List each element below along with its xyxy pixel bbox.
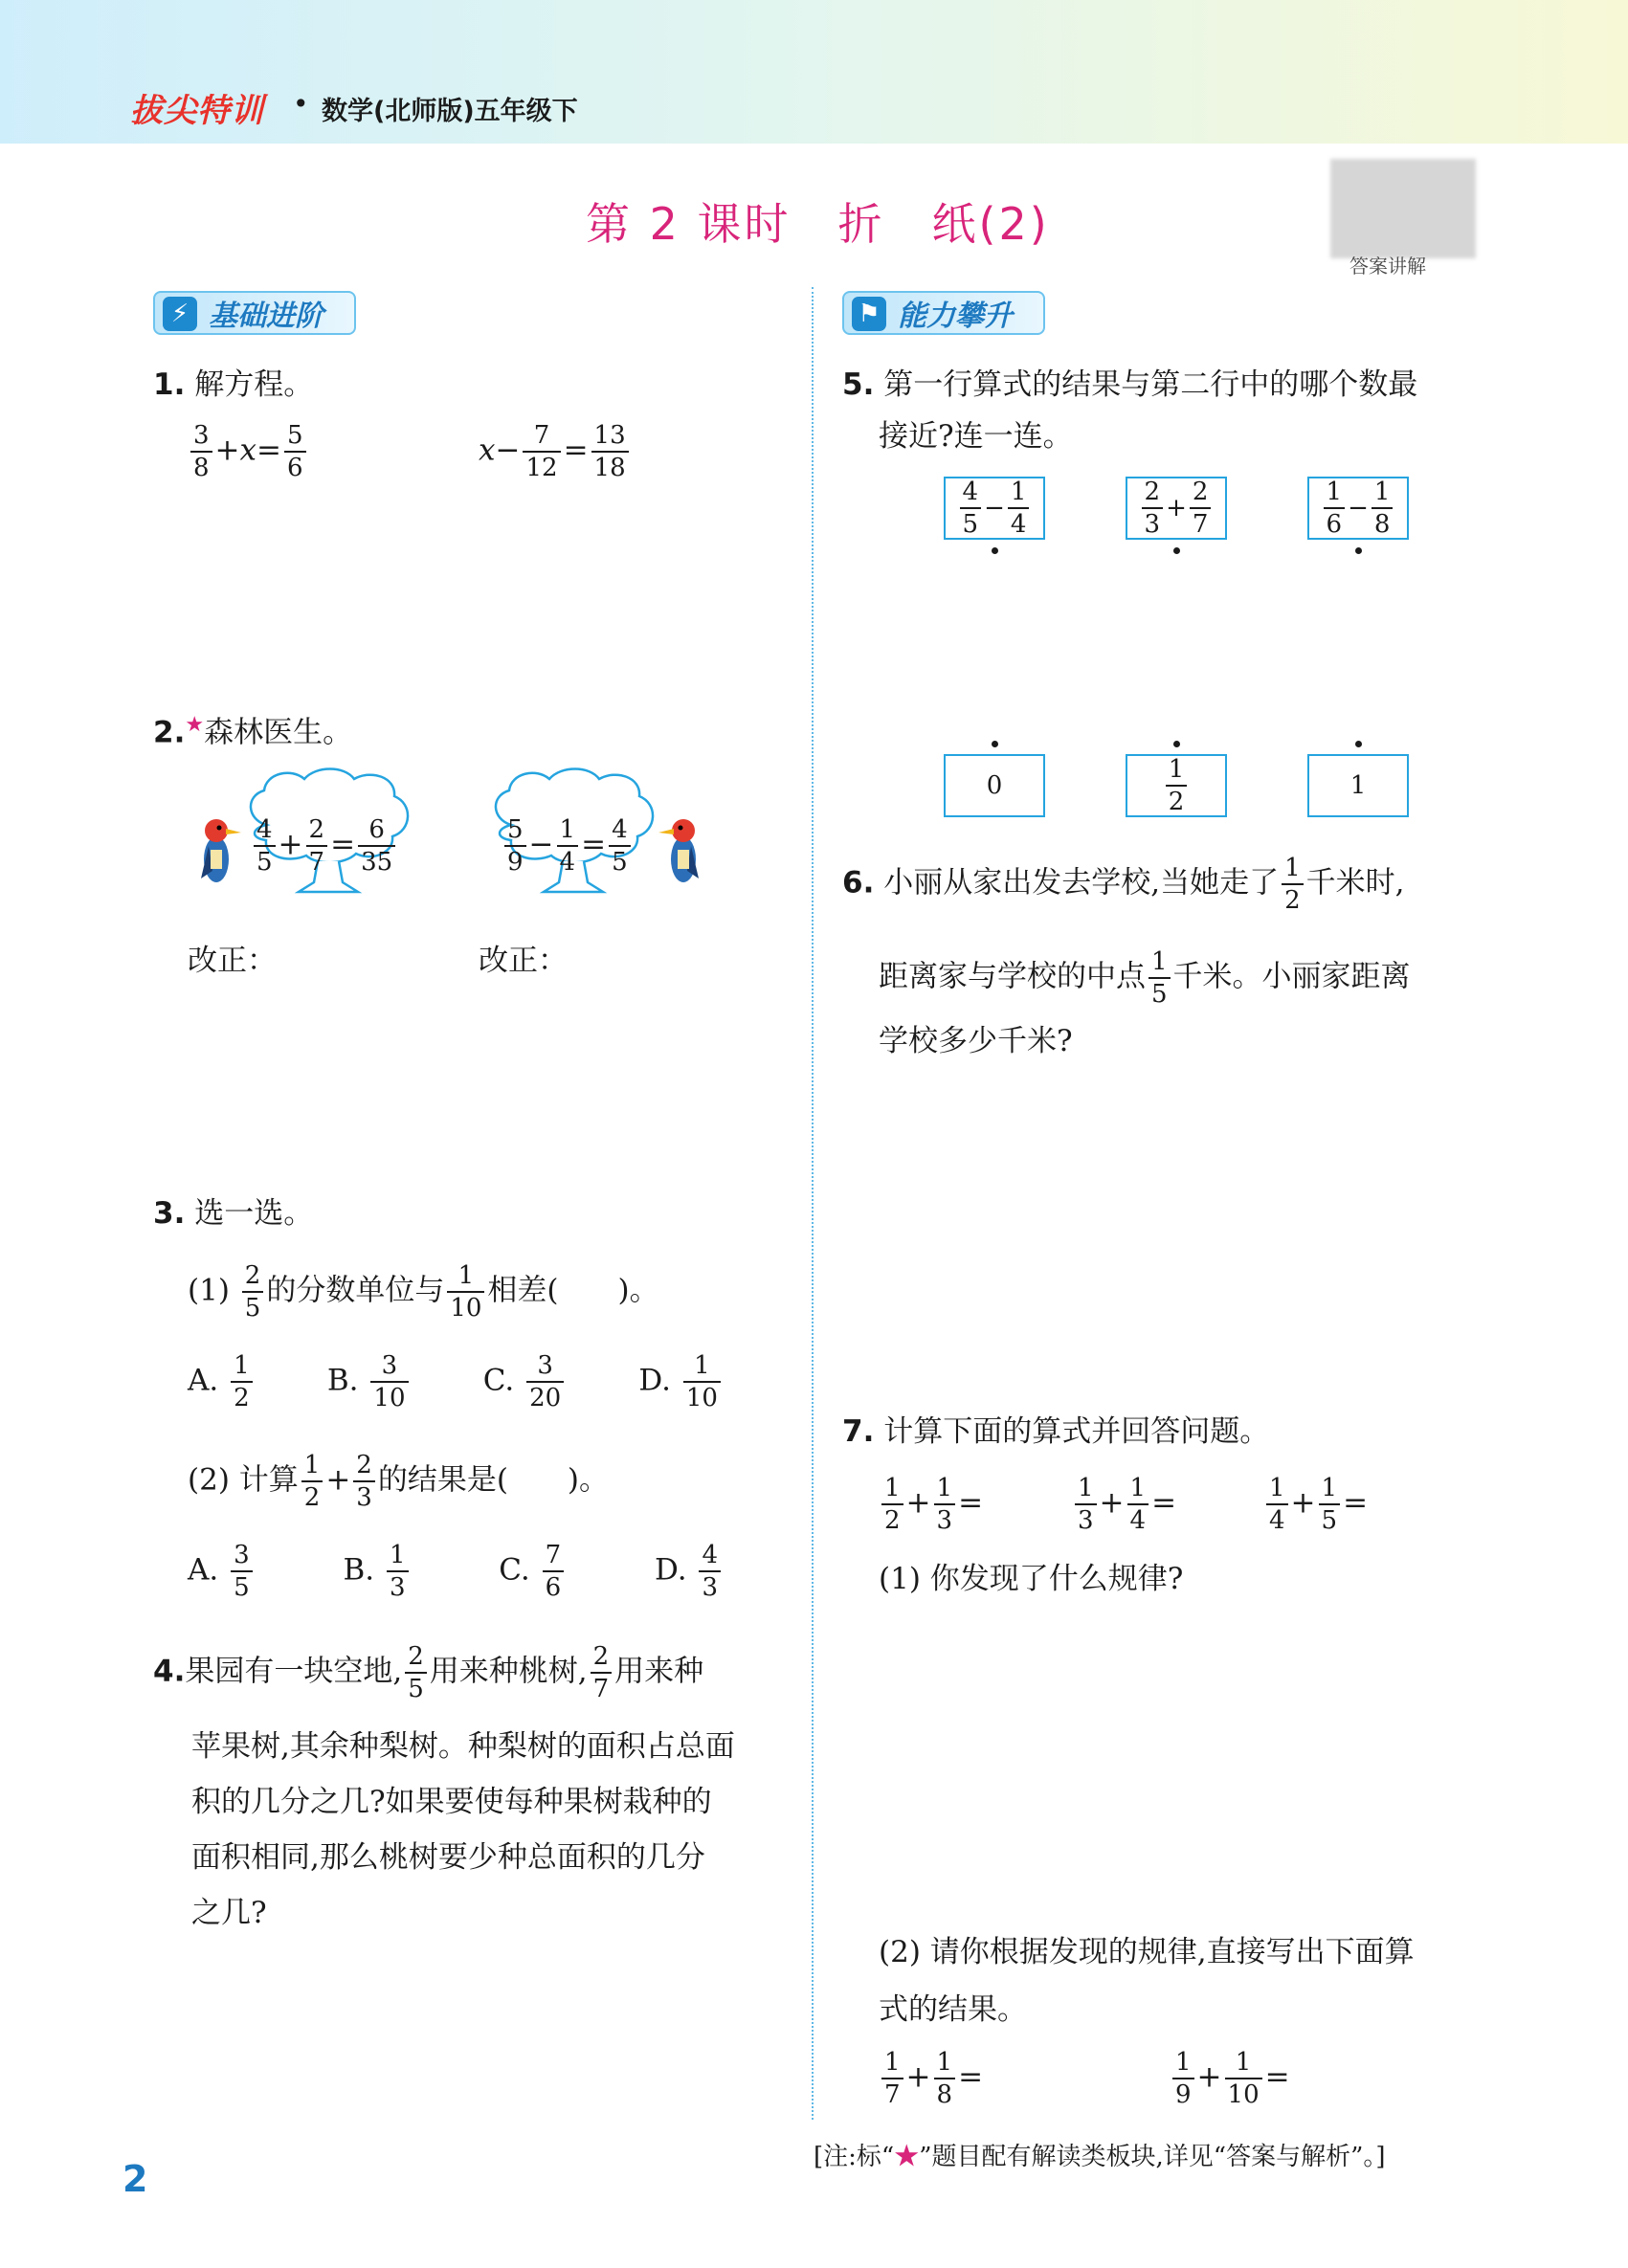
equation-1: $\frac{3}{8}$ +x= $\frac{5}{6}$ (188, 421, 309, 482)
page-number: 2 (123, 2158, 148, 2200)
option-a[interactable]: A. $\frac{3}{5}$ (188, 1541, 256, 1602)
fraction: $\frac{7}{12}$ (523, 421, 560, 482)
connect-dot[interactable] (1355, 547, 1362, 554)
question-6: 6. 小丽从家出发去学校,当她走了 $\frac{1}{2}$ 千米时, (842, 854, 1405, 915)
footnote: [注:标“★”题目配有解读类板块,详见“答案与解析”。] (814, 2143, 1386, 2171)
qr-label: 答案讲解 (1349, 255, 1426, 278)
question-3-options-2 (188, 1541, 724, 1602)
climber-icon: ⚑ (852, 297, 886, 331)
section-advanced-label: 能力攀升 (898, 300, 1013, 333)
connect-dot[interactable] (1355, 741, 1362, 747)
option-c[interactable]: C. $\frac{3}{20}$ (483, 1351, 567, 1412)
fix-label-2: 改正： (479, 944, 568, 978)
question-3-part-1: (1) $\frac{2}{5}$ 的分数单位与 $\frac{1}{10}$ 相差( )。 (188, 1261, 659, 1323)
question-3-part-2: (2) 计算 $\frac{1}{2}$ + $\frac{2}{3}$ 的结果是( )。 (188, 1451, 610, 1512)
question-3-options-1 (188, 1351, 724, 1412)
equation-2: x− $\frac{7}{12}$ = $\frac{13}{18}$ (479, 421, 632, 482)
question-1 (153, 364, 313, 406)
question-2 (153, 704, 352, 753)
header-separator: • (293, 88, 309, 120)
question-number: 1. (153, 367, 186, 402)
sum-expression: $\frac{1}{9}$ + $\frac{1}{10}$ = (1170, 2048, 1290, 2109)
question-7-part-2: (2) 请你根据发现的规律,直接写出下面算 (879, 1935, 1415, 1969)
question-number: 5. (842, 367, 875, 402)
lesson-title: 第 2 课时 折 纸(2) (586, 198, 1050, 250)
connect-dot[interactable] (1173, 741, 1180, 747)
question-text: 解方程。 (194, 367, 314, 402)
expression-box[interactable]: $\frac{4}{5}$ − $\frac{1}{4}$ (944, 477, 1045, 540)
question-7: 7. 计算下面的算式并回答问题。 (842, 1414, 1270, 1449)
qr-code[interactable] (1330, 159, 1476, 258)
question-text: 选一选。 (194, 1196, 314, 1231)
question-number: 2. (153, 715, 186, 750)
answer-box-half[interactable]: $\frac{1}{2}$ (1126, 754, 1227, 817)
question-4-body: 苹果树,其余种梨树。种梨树的面积占总面 积的几分之几?如果要使每种果树栽种的 面积相同,那么桃树要少种总面积的几分 之几? (191, 1729, 735, 1930)
section-basic-label: 基础进阶 (209, 300, 323, 333)
question-number: 7. (842, 1414, 875, 1449)
question-4: 4.果园有一块空地, $\frac{2}{5}$ 用来种桃树, $\frac{2}{7}$ 用来种 (153, 1642, 704, 1703)
tree-equation-1: $\frac{4}{5}$ + $\frac{2}{7}$ = $\frac{6}{35}$ (251, 815, 398, 877)
answer-box-0[interactable]: 0 (944, 754, 1045, 817)
tree-equation-2: $\frac{5}{9}$ − $\frac{1}{4}$ = $\frac{4}{5}$ (502, 815, 634, 877)
question-6-line-2: 距离家与学校的中点 $\frac{1}{5}$ 千米。小丽家距离 (879, 947, 1411, 1009)
answer-box-1[interactable]: 1 (1307, 754, 1409, 817)
fraction: $\frac{5}{6}$ (284, 421, 306, 482)
woodpecker-icon (188, 812, 243, 890)
expression-box[interactable]: $\frac{2}{3}$ + $\frac{2}{7}$ (1126, 477, 1227, 540)
star-icon: ★ (894, 2143, 920, 2171)
question-number: 3. (153, 1196, 186, 1231)
question-7-part-2-line-2: 式的结果。 (879, 1992, 1027, 2027)
option-a[interactable]: A. $\frac{1}{2}$ (188, 1351, 256, 1412)
question-number: 4. (153, 1654, 186, 1689)
fix-label-1: 改正： (188, 944, 277, 978)
option-d[interactable]: D. $\frac{1}{10}$ (638, 1351, 724, 1412)
subject-label: 数学(北师版)五年级下 (322, 97, 578, 126)
connect-dot[interactable] (1173, 547, 1180, 554)
woodpecker-icon (657, 812, 712, 890)
question-7-part-1: (1) 你发现了什么规律? (879, 1562, 1184, 1596)
option-b[interactable]: B. $\frac{3}{10}$ (327, 1351, 412, 1412)
connect-dot[interactable] (992, 547, 998, 554)
question-text: 森林医生。 (204, 715, 353, 750)
section-basic (153, 291, 356, 335)
sum-expression: $\frac{1}{3}$ + $\frac{1}{4}$ = (1072, 1474, 1176, 1535)
star-icon: ★ (185, 713, 205, 737)
sum-expression: $\frac{1}{2}$ + $\frac{1}{3}$ = (879, 1474, 983, 1535)
expression-box[interactable]: $\frac{1}{6}$ − $\frac{1}{8}$ (1307, 477, 1409, 540)
connect-dot[interactable] (992, 741, 998, 747)
option-c[interactable]: C. $\frac{7}{6}$ (499, 1541, 567, 1602)
option-d[interactable]: D. $\frac{4}{3}$ (655, 1541, 724, 1602)
question-5-line-2: 接近?连一连。 (879, 419, 1073, 454)
sum-expression: $\frac{1}{7}$ + $\frac{1}{8}$ = (879, 2048, 983, 2109)
section-advanced (842, 291, 1045, 335)
question-3 (153, 1192, 313, 1234)
question-5: 5. 第一行算式的结果与第二行中的哪个数最 (842, 367, 1418, 402)
question-6-line-3: 学校多少千米? (879, 1024, 1073, 1058)
fraction: $\frac{13}{18}$ (591, 421, 629, 482)
runner-icon: ⚡ (163, 297, 197, 331)
question-number: 6. (842, 865, 875, 901)
option-b[interactable]: B. $\frac{1}{3}$ (343, 1541, 411, 1602)
brand-logo: 拔尖特训 (130, 92, 264, 130)
fraction: $\frac{3}{8}$ (190, 421, 212, 482)
sum-expression: $\frac{1}{4}$ + $\frac{1}{5}$ = (1263, 1474, 1368, 1535)
column-divider (812, 287, 814, 2120)
